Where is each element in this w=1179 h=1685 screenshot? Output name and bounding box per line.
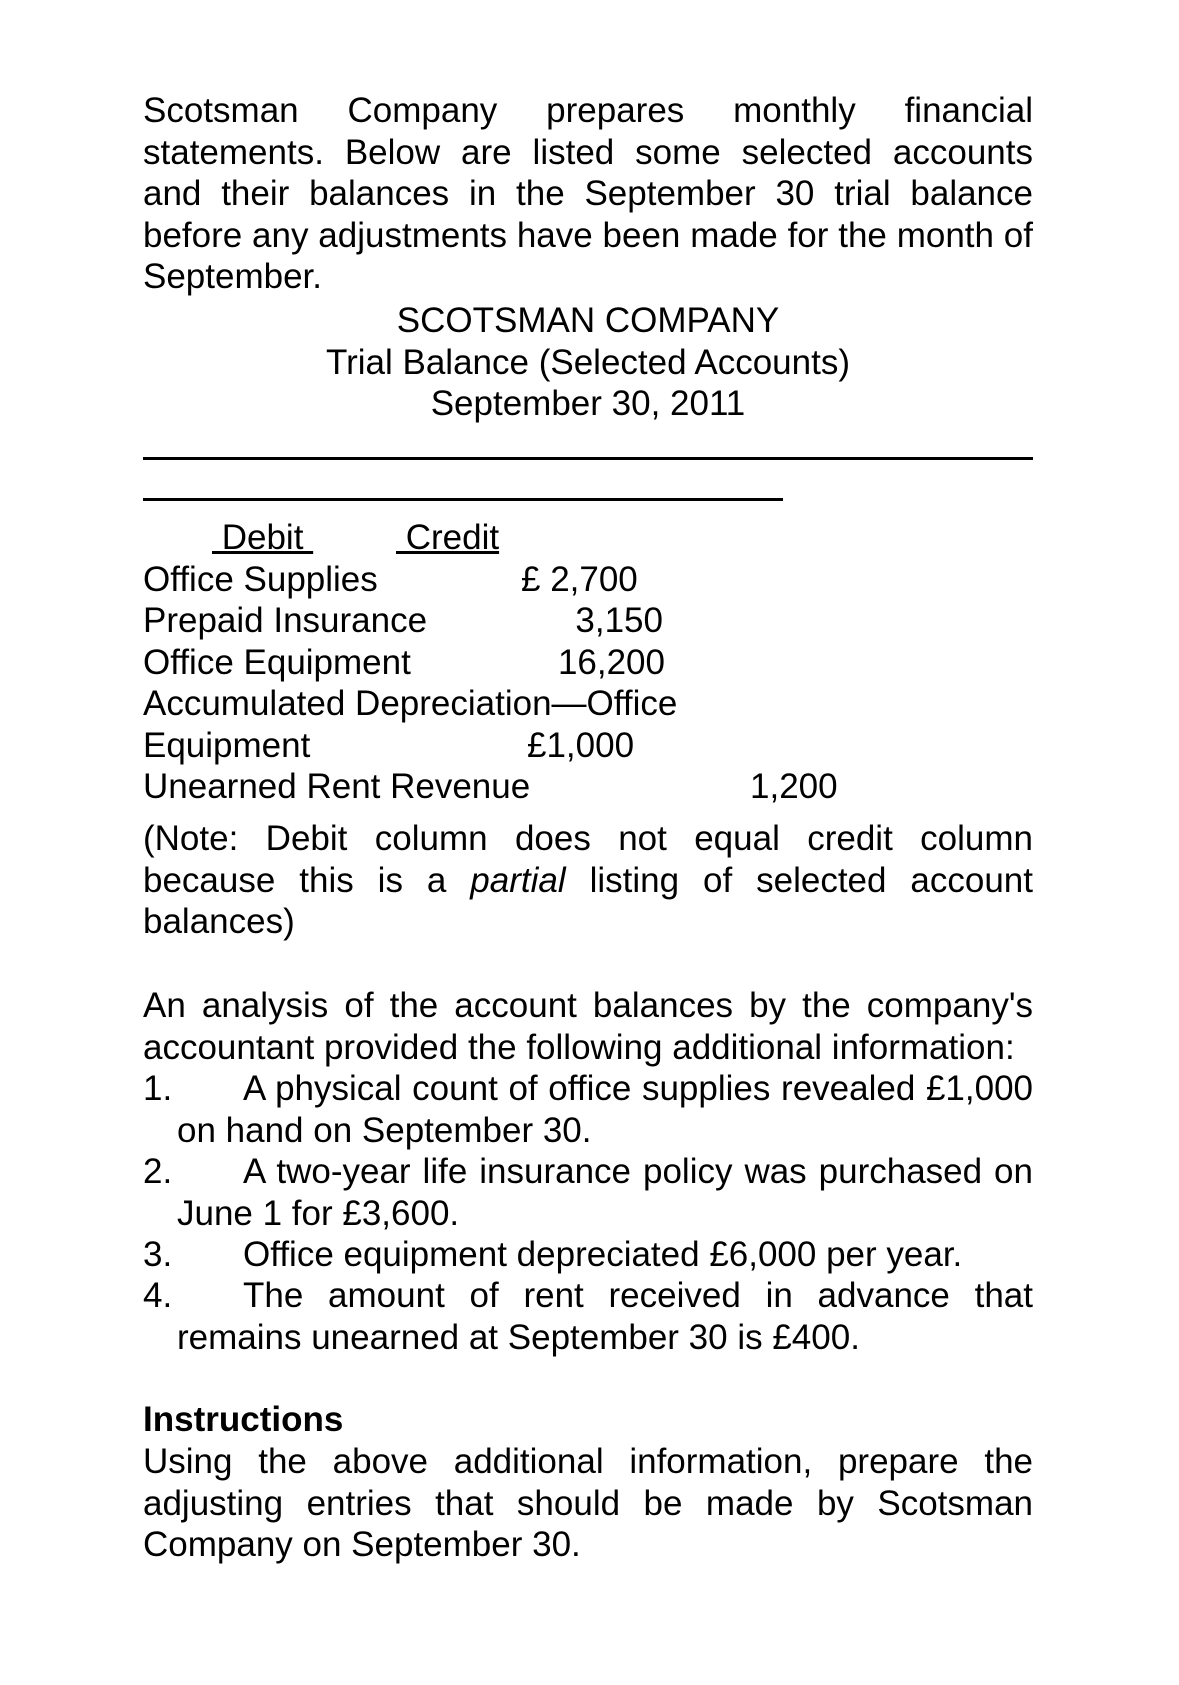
credit-column-header: Credit <box>396 518 500 557</box>
list-item-text: Office equipment depreciated £6,000 per year. <box>243 1235 963 1274</box>
credit-amount: 1,200 <box>750 767 838 806</box>
account-name: Equipment <box>143 726 311 765</box>
list-item <box>143 1151 1033 1234</box>
account-name: Office Equipment <box>143 643 411 682</box>
list-item-text: A two-year life insurance policy was purchased on June 1 for £3,600. <box>177 1152 1033 1233</box>
note-emphasis: partial <box>470 860 566 900</box>
company-name: SCOTSMAN COMPANY <box>396 301 780 340</box>
debit-amount: 16,200 <box>557 643 665 682</box>
account-name: Office Supplies <box>143 560 378 599</box>
list-item-text: A physical count of office supplies revealed £1,000 on hand on September 30. <box>177 1069 1033 1150</box>
list-item <box>143 1234 1033 1276</box>
account-name: Accumulated Depreciation—Office <box>143 684 678 723</box>
intro-paragraph: Scotsman Company prepares monthly financial statements. Below are listed some selected accounts and their balances in the September 30 trial balance before any adjustments have been made for the month of September. <box>143 91 1033 296</box>
list-item-number: 3. <box>143 1235 173 1274</box>
account-name: Unearned Rent Revenue <box>143 767 531 806</box>
list-item-number: 2. <box>143 1152 173 1191</box>
debit-amount: £ 2,700 <box>521 560 638 599</box>
note-paragraph: (Note: Debit column does not equal credit column because this is a partial listing of selected account balances) <box>143 819 1033 941</box>
separator-line <box>143 457 1033 460</box>
instructions-paragraph: Using the above additional information, prepare the adjusting entries that should be made by Scotsman Company on September 30. <box>143 1442 1033 1564</box>
debit-column-header: Debit <box>212 518 314 557</box>
list-item <box>143 1275 1033 1358</box>
analysis-paragraph: An analysis of the account balances by the company's accountant provided the following additional information: <box>143 986 1033 1067</box>
debit-amount: £1,000 <box>527 726 635 765</box>
statement-date: September 30, 2011 <box>430 384 746 423</box>
account-name: Prepaid Insurance <box>143 601 428 640</box>
separator-line-short <box>143 498 783 501</box>
statement-title: Trial Balance (Selected Accounts) <box>326 343 850 382</box>
list-item-number: 1. <box>143 1069 173 1108</box>
instructions-heading: Instructions <box>143 1400 344 1439</box>
list-item <box>143 1068 1033 1151</box>
list-item-text: The amount of rent received in advance that remains unearned at September 30 is £400. <box>177 1276 1033 1357</box>
debit-amount: 3,150 <box>575 601 663 640</box>
list-item-number: 4. <box>143 1276 173 1315</box>
